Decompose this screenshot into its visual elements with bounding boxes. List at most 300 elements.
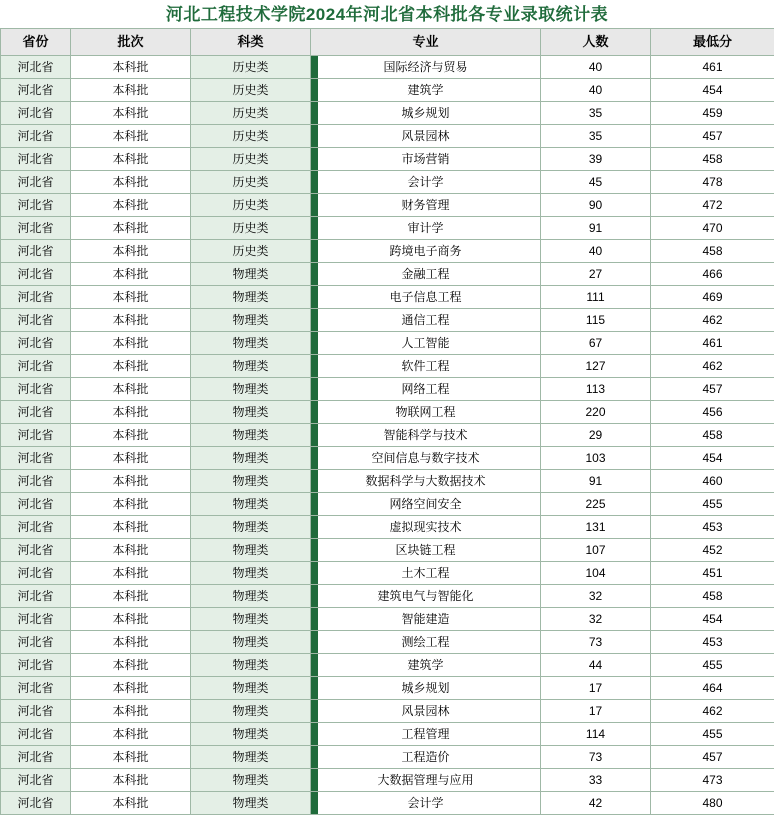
major-label: 国际经济与贸易 (383, 60, 467, 74)
cell-province: 河北省 (1, 194, 71, 217)
cell-major (311, 677, 541, 700)
table-row (1, 493, 774, 516)
cell-category: 物理类 (191, 493, 311, 516)
table-row (1, 608, 774, 631)
cell-province: 河北省 (1, 309, 71, 332)
major-label: 智能建造 (401, 612, 449, 626)
cell-category: 历史类 (191, 148, 311, 171)
sheet-title-bar (0, 0, 774, 28)
cell-province: 河北省 (1, 79, 71, 102)
cell-province: 河北省 (1, 654, 71, 677)
cell-province: 河北省 (1, 125, 71, 148)
cell-major (311, 562, 541, 585)
cell-major (311, 401, 541, 424)
major-label: 会计学 (407, 175, 443, 189)
cell-category: 历史类 (191, 79, 311, 102)
cell-count: 91 (541, 217, 651, 240)
cell-min-score: 455 (651, 654, 774, 677)
cell-province: 河北省 (1, 240, 71, 263)
cell-min-score: 462 (651, 355, 774, 378)
major-label: 通信工程 (401, 313, 449, 327)
cell-major (311, 585, 541, 608)
major-label: 财务管理 (401, 198, 449, 212)
cell-major (311, 355, 541, 378)
major-accent-bar (311, 608, 318, 630)
cell-count: 225 (541, 493, 651, 516)
table-row (1, 769, 774, 792)
major-label: 虚拟现实技术 (389, 520, 461, 534)
cell-min-score: 453 (651, 631, 774, 654)
major-label: 软件工程 (401, 359, 449, 373)
table-row (1, 102, 774, 125)
cell-major (311, 79, 541, 102)
table-row (1, 332, 774, 355)
major-accent-bar (311, 746, 318, 768)
cell-count: 39 (541, 148, 651, 171)
cell-count: 40 (541, 79, 651, 102)
table-row (1, 355, 774, 378)
cell-count: 32 (541, 585, 651, 608)
table-row (1, 217, 774, 240)
cell-batch: 本科批 (71, 355, 191, 378)
cell-min-score: 458 (651, 240, 774, 263)
cell-category: 历史类 (191, 217, 311, 240)
cell-min-score: 472 (651, 194, 774, 217)
major-accent-bar (311, 378, 318, 400)
cell-category: 物理类 (191, 608, 311, 631)
cell-min-score: 470 (651, 217, 774, 240)
major-label: 智能科学与技术 (383, 428, 467, 442)
cell-category: 历史类 (191, 56, 311, 79)
major-accent-bar (311, 585, 318, 607)
cell-province: 河北省 (1, 769, 71, 792)
major-label: 跨境电子商务 (389, 244, 461, 258)
major-accent-bar (311, 723, 318, 745)
major-accent-bar (311, 309, 318, 331)
table-row (1, 792, 774, 815)
cell-count: 90 (541, 194, 651, 217)
cell-batch: 本科批 (71, 608, 191, 631)
cell-province: 河北省 (1, 263, 71, 286)
cell-province: 河北省 (1, 792, 71, 815)
cell-major (311, 332, 541, 355)
table-row (1, 677, 774, 700)
cell-batch: 本科批 (71, 493, 191, 516)
cell-province: 河北省 (1, 608, 71, 631)
cell-min-score: 457 (651, 125, 774, 148)
major-label: 区块链工程 (395, 543, 455, 557)
cell-province: 河北省 (1, 631, 71, 654)
column-header-count: 人数 (541, 29, 651, 56)
cell-batch: 本科批 (71, 723, 191, 746)
cell-count: 42 (541, 792, 651, 815)
cell-category: 历史类 (191, 240, 311, 263)
cell-min-score: 473 (651, 769, 774, 792)
cell-major (311, 470, 541, 493)
major-label: 城乡规划 (401, 681, 449, 695)
cell-major (311, 217, 541, 240)
major-label: 测绘工程 (401, 635, 449, 649)
cell-major (311, 171, 541, 194)
cell-count: 103 (541, 447, 651, 470)
cell-batch: 本科批 (71, 378, 191, 401)
major-accent-bar (311, 631, 318, 653)
cell-count: 45 (541, 171, 651, 194)
cell-major (311, 447, 541, 470)
cell-count: 131 (541, 516, 651, 539)
page-title: 河北工程技术学院2024年河北省本科批各专业录取统计表 (166, 6, 608, 23)
cell-province: 河北省 (1, 424, 71, 447)
cell-min-score: 460 (651, 470, 774, 493)
major-accent-bar (311, 470, 318, 492)
cell-province: 河北省 (1, 746, 71, 769)
major-accent-bar (311, 125, 318, 147)
major-accent-bar (311, 516, 318, 538)
cell-min-score: 451 (651, 562, 774, 585)
cell-min-score: 461 (651, 332, 774, 355)
cell-min-score: 458 (651, 585, 774, 608)
major-accent-bar (311, 539, 318, 561)
table-row (1, 470, 774, 493)
cell-province: 河北省 (1, 401, 71, 424)
table-row (1, 378, 774, 401)
cell-major (311, 194, 541, 217)
major-accent-bar (311, 769, 318, 791)
column-header-batch: 批次 (71, 29, 191, 56)
cell-count: 32 (541, 608, 651, 631)
cell-major (311, 424, 541, 447)
major-accent-bar (311, 217, 318, 239)
major-label: 土木工程 (401, 566, 449, 580)
cell-min-score: 469 (651, 286, 774, 309)
cell-province: 河北省 (1, 677, 71, 700)
major-accent-bar (311, 148, 318, 170)
cell-min-score: 452 (651, 539, 774, 562)
cell-batch: 本科批 (71, 470, 191, 493)
table-row (1, 447, 774, 470)
cell-min-score: 464 (651, 677, 774, 700)
cell-category: 物理类 (191, 516, 311, 539)
cell-batch: 本科批 (71, 263, 191, 286)
cell-min-score: 458 (651, 424, 774, 447)
cell-count: 107 (541, 539, 651, 562)
cell-major (311, 516, 541, 539)
major-label: 大数据管理与应用 (377, 773, 473, 787)
table-body (1, 56, 774, 815)
cell-count: 35 (541, 102, 651, 125)
cell-category: 物理类 (191, 470, 311, 493)
cell-count: 114 (541, 723, 651, 746)
cell-batch: 本科批 (71, 401, 191, 424)
cell-major (311, 631, 541, 654)
major-accent-bar (311, 56, 318, 78)
cell-min-score: 466 (651, 263, 774, 286)
major-accent-bar (311, 79, 318, 101)
major-accent-bar (311, 263, 318, 285)
major-accent-bar (311, 332, 318, 354)
cell-batch: 本科批 (71, 631, 191, 654)
cell-major (311, 378, 541, 401)
major-accent-bar (311, 401, 318, 423)
table-row (1, 194, 774, 217)
cell-major (311, 769, 541, 792)
cell-major (311, 309, 541, 332)
cell-category: 物理类 (191, 792, 311, 815)
table-row (1, 148, 774, 171)
major-label: 城乡规划 (401, 106, 449, 120)
cell-province: 河北省 (1, 102, 71, 125)
cell-batch: 本科批 (71, 562, 191, 585)
cell-category: 物理类 (191, 332, 311, 355)
table-row (1, 516, 774, 539)
cell-category: 物理类 (191, 562, 311, 585)
cell-min-score: 455 (651, 723, 774, 746)
cell-batch: 本科批 (71, 240, 191, 263)
cell-batch: 本科批 (71, 677, 191, 700)
cell-major (311, 539, 541, 562)
cell-province: 河北省 (1, 171, 71, 194)
table-row (1, 79, 774, 102)
cell-major (311, 493, 541, 516)
cell-count: 111 (541, 286, 651, 309)
cell-batch: 本科批 (71, 792, 191, 815)
cell-batch: 本科批 (71, 194, 191, 217)
cell-major (311, 608, 541, 631)
major-label: 风景园林 (401, 704, 449, 718)
cell-batch: 本科批 (71, 56, 191, 79)
cell-min-score: 480 (651, 792, 774, 815)
major-accent-bar (311, 654, 318, 676)
table-header (1, 29, 774, 56)
column-header-min-score: 最低分 (651, 29, 774, 56)
cell-major (311, 792, 541, 815)
table-header-row (1, 29, 774, 56)
major-accent-bar (311, 171, 318, 193)
cell-batch: 本科批 (71, 148, 191, 171)
major-accent-bar (311, 447, 318, 469)
table-row (1, 309, 774, 332)
cell-count: 35 (541, 125, 651, 148)
cell-major (311, 654, 541, 677)
cell-min-score: 478 (651, 171, 774, 194)
cell-category: 历史类 (191, 171, 311, 194)
major-label: 工程管理 (401, 727, 449, 741)
table-row (1, 240, 774, 263)
cell-batch: 本科批 (71, 217, 191, 240)
major-accent-bar (311, 562, 318, 584)
major-accent-bar (311, 355, 318, 377)
cell-province: 河北省 (1, 286, 71, 309)
cell-category: 物理类 (191, 746, 311, 769)
cell-count: 17 (541, 700, 651, 723)
cell-major (311, 700, 541, 723)
cell-category: 历史类 (191, 194, 311, 217)
cell-category: 物理类 (191, 769, 311, 792)
major-label: 网络空间安全 (389, 497, 461, 511)
cell-major (311, 263, 541, 286)
cell-category: 物理类 (191, 378, 311, 401)
cell-batch: 本科批 (71, 746, 191, 769)
cell-province: 河北省 (1, 217, 71, 240)
cell-count: 104 (541, 562, 651, 585)
cell-category: 历史类 (191, 125, 311, 148)
cell-major (311, 746, 541, 769)
table-row (1, 263, 774, 286)
major-accent-bar (311, 424, 318, 446)
major-label: 网络工程 (401, 382, 449, 396)
cell-batch: 本科批 (71, 447, 191, 470)
cell-batch: 本科批 (71, 79, 191, 102)
cell-min-score: 462 (651, 309, 774, 332)
cell-category: 物理类 (191, 654, 311, 677)
cell-batch: 本科批 (71, 539, 191, 562)
major-label: 数据科学与大数据技术 (365, 474, 485, 488)
cell-province: 河北省 (1, 378, 71, 401)
cell-province: 河北省 (1, 355, 71, 378)
cell-major (311, 286, 541, 309)
major-label: 审计学 (407, 221, 443, 235)
cell-min-score: 462 (651, 700, 774, 723)
column-header-major: 专业 (311, 29, 541, 56)
cell-category: 物理类 (191, 286, 311, 309)
major-accent-bar (311, 102, 318, 124)
cell-province: 河北省 (1, 516, 71, 539)
cell-min-score: 454 (651, 447, 774, 470)
cell-province: 河北省 (1, 56, 71, 79)
cell-category: 物理类 (191, 631, 311, 654)
major-label: 风景园林 (401, 129, 449, 143)
table-row (1, 746, 774, 769)
cell-batch: 本科批 (71, 585, 191, 608)
cell-count: 127 (541, 355, 651, 378)
cell-count: 17 (541, 677, 651, 700)
cell-min-score: 454 (651, 608, 774, 631)
table-row (1, 654, 774, 677)
major-label: 电子信息工程 (389, 290, 461, 304)
cell-province: 河北省 (1, 539, 71, 562)
table-row (1, 539, 774, 562)
cell-batch: 本科批 (71, 700, 191, 723)
cell-major (311, 56, 541, 79)
cell-count: 67 (541, 332, 651, 355)
table-row (1, 125, 774, 148)
table-row (1, 171, 774, 194)
cell-count: 113 (541, 378, 651, 401)
cell-batch: 本科批 (71, 516, 191, 539)
cell-count: 91 (541, 470, 651, 493)
cell-batch: 本科批 (71, 424, 191, 447)
cell-major (311, 102, 541, 125)
cell-count: 220 (541, 401, 651, 424)
cell-category: 物理类 (191, 447, 311, 470)
cell-count: 33 (541, 769, 651, 792)
cell-min-score: 458 (651, 148, 774, 171)
table-row (1, 401, 774, 424)
admission-statistics-table (0, 28, 774, 815)
cell-major (311, 148, 541, 171)
cell-count: 29 (541, 424, 651, 447)
major-label: 市场营销 (401, 152, 449, 166)
cell-count: 115 (541, 309, 651, 332)
cell-category: 物理类 (191, 539, 311, 562)
cell-min-score: 457 (651, 746, 774, 769)
cell-category: 物理类 (191, 723, 311, 746)
major-accent-bar (311, 240, 318, 262)
cell-count: 40 (541, 240, 651, 263)
column-header-province: 省份 (1, 29, 71, 56)
major-accent-bar (311, 194, 318, 216)
cell-batch: 本科批 (71, 171, 191, 194)
major-label: 人工智能 (401, 336, 449, 350)
cell-province: 河北省 (1, 700, 71, 723)
cell-min-score: 453 (651, 516, 774, 539)
cell-min-score: 455 (651, 493, 774, 516)
table-row (1, 562, 774, 585)
cell-category: 物理类 (191, 677, 311, 700)
cell-min-score: 454 (651, 79, 774, 102)
major-label: 建筑学 (407, 83, 443, 97)
table-row (1, 723, 774, 746)
major-accent-bar (311, 700, 318, 722)
major-label: 物联网工程 (395, 405, 455, 419)
major-label: 会计学 (407, 796, 443, 810)
cell-count: 40 (541, 56, 651, 79)
cell-batch: 本科批 (71, 309, 191, 332)
cell-province: 河北省 (1, 723, 71, 746)
cell-batch: 本科批 (71, 125, 191, 148)
column-header-category: 科类 (191, 29, 311, 56)
cell-count: 27 (541, 263, 651, 286)
cell-count: 73 (541, 631, 651, 654)
cell-batch: 本科批 (71, 769, 191, 792)
table-row (1, 631, 774, 654)
cell-batch: 本科批 (71, 654, 191, 677)
cell-category: 物理类 (191, 355, 311, 378)
cell-major (311, 125, 541, 148)
cell-province: 河北省 (1, 447, 71, 470)
cell-province: 河北省 (1, 562, 71, 585)
major-label: 金融工程 (401, 267, 449, 281)
cell-province: 河北省 (1, 585, 71, 608)
cell-count: 44 (541, 654, 651, 677)
major-label: 建筑学 (407, 658, 443, 672)
cell-min-score: 457 (651, 378, 774, 401)
cell-category: 物理类 (191, 309, 311, 332)
cell-batch: 本科批 (71, 332, 191, 355)
table-row (1, 585, 774, 608)
cell-province: 河北省 (1, 332, 71, 355)
table-row (1, 424, 774, 447)
cell-category: 物理类 (191, 585, 311, 608)
table-row (1, 56, 774, 79)
major-label: 空间信息与数字技术 (371, 451, 479, 465)
major-accent-bar (311, 286, 318, 308)
cell-major (311, 240, 541, 263)
cell-min-score: 461 (651, 56, 774, 79)
cell-province: 河北省 (1, 470, 71, 493)
cell-province: 河北省 (1, 148, 71, 171)
cell-min-score: 459 (651, 102, 774, 125)
cell-province: 河北省 (1, 493, 71, 516)
cell-category: 历史类 (191, 102, 311, 125)
major-label: 工程造价 (401, 750, 449, 764)
major-accent-bar (311, 677, 318, 699)
major-label: 建筑电气与智能化 (377, 589, 473, 603)
cell-category: 物理类 (191, 401, 311, 424)
major-accent-bar (311, 493, 318, 515)
cell-count: 73 (541, 746, 651, 769)
cell-major (311, 723, 541, 746)
